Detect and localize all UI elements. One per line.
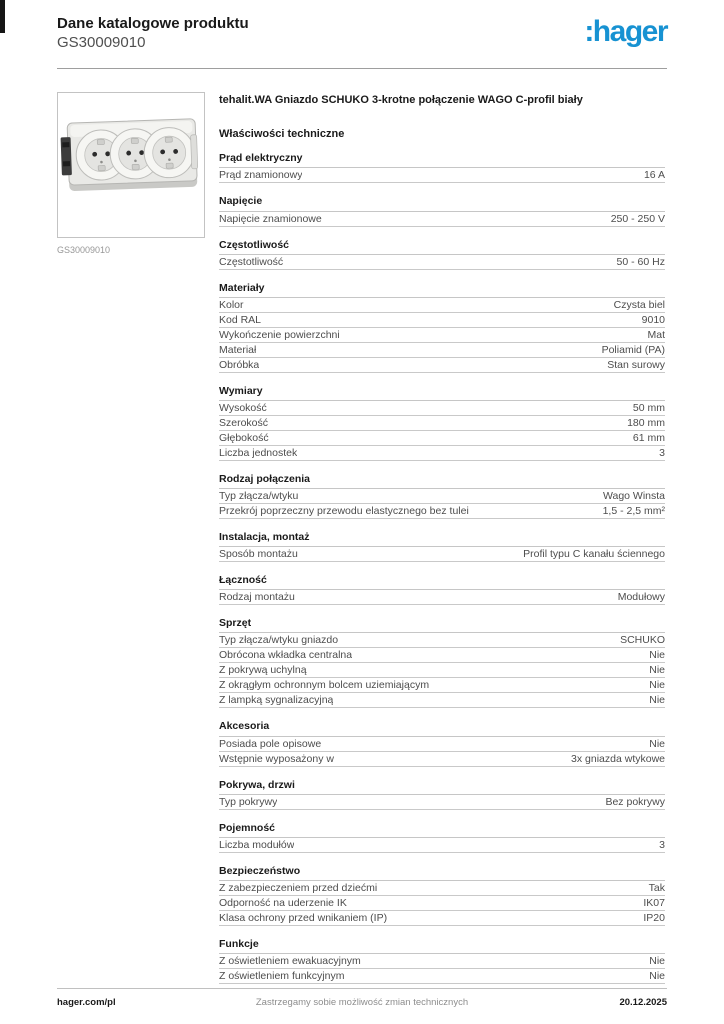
spec-row-label: Kod RAL bbox=[219, 313, 262, 326]
spec-row-label: Wykończenie powierzchni bbox=[219, 328, 340, 341]
spec-section-rows bbox=[219, 590, 665, 605]
product-photo-icon bbox=[58, 93, 204, 237]
spec-row-value: Czysta biel bbox=[613, 298, 665, 311]
spec-row bbox=[219, 343, 665, 358]
spec-row-label: Głębokość bbox=[219, 431, 269, 444]
spec-row-label: Typ złącza/wtyku gniazdo bbox=[219, 634, 339, 647]
spec-row-value: Modułowy bbox=[617, 591, 665, 604]
spec-section bbox=[219, 863, 665, 926]
spec-row-value: 61 mm bbox=[632, 431, 665, 444]
spec-row-value: Nie bbox=[649, 955, 665, 968]
spec-row bbox=[219, 648, 665, 663]
spec-section-rows bbox=[219, 737, 665, 767]
spec-row bbox=[219, 358, 665, 373]
spec-row bbox=[219, 795, 665, 810]
spec-section-title: Łączność bbox=[219, 572, 665, 590]
footer-website: hager.com/pl bbox=[57, 997, 116, 1008]
spec-row-value: Nie bbox=[649, 737, 665, 750]
spec-row-value: 1,5 - 2,5 mm² bbox=[602, 505, 665, 518]
spec-section-title: Napięcie bbox=[219, 193, 665, 211]
spec-row bbox=[219, 416, 665, 431]
spec-row-label: Napięcie znamionowe bbox=[219, 212, 322, 225]
spec-row-value: Mat bbox=[647, 328, 665, 341]
spec-row-label: Liczba jednostek bbox=[219, 446, 298, 459]
spec-row-label: Częstotliwość bbox=[219, 255, 284, 268]
spec-row-label: Z okrągłym ochronnym bolcem uziemiającym bbox=[219, 679, 430, 692]
product-code: GS30009010 bbox=[57, 33, 146, 51]
page-title: Dane katalogowe produktu bbox=[57, 15, 249, 32]
spec-row-value: Poliamid (PA) bbox=[601, 343, 665, 356]
spec-section-title: Materiały bbox=[219, 280, 665, 298]
spec-row bbox=[219, 590, 665, 605]
spec-row-label: Z zabezpieczeniem przed dziećmi bbox=[219, 881, 378, 894]
spec-row-label: Z lampką sygnalizacyjną bbox=[219, 694, 334, 707]
spec-section bbox=[219, 718, 665, 766]
spec-row bbox=[219, 633, 665, 648]
spec-section bbox=[219, 820, 665, 853]
spec-section bbox=[219, 529, 665, 562]
spec-row bbox=[219, 954, 665, 969]
spec-section bbox=[219, 777, 665, 810]
spec-section-title: Sprzęt bbox=[219, 615, 665, 633]
page-header bbox=[57, 15, 667, 53]
spec-section-title: Funkcje bbox=[219, 936, 665, 954]
spec-section-rows bbox=[219, 633, 665, 708]
header-divider bbox=[57, 68, 667, 69]
spec-row-value: 3 bbox=[659, 838, 665, 851]
spec-section-title: Prąd elektryczny bbox=[219, 150, 665, 168]
product-image-frame bbox=[57, 92, 205, 238]
spec-section-rows bbox=[219, 212, 665, 227]
spec-row-value: 16 A bbox=[643, 169, 665, 182]
spec-section bbox=[219, 237, 665, 270]
spec-row bbox=[219, 298, 665, 313]
spec-row-value: Nie bbox=[649, 664, 665, 677]
spec-row-value: IP20 bbox=[643, 911, 665, 924]
spec-row-value: Bez pokrywy bbox=[605, 795, 665, 808]
spec-row bbox=[219, 313, 665, 328]
footer-disclaimer: Zastrzegamy sobie możliwość zmian technicznych bbox=[255, 997, 469, 1008]
spec-section-title: Bezpieczeństwo bbox=[219, 863, 665, 881]
spec-row bbox=[219, 752, 665, 767]
spec-row-value: Tak bbox=[648, 881, 665, 894]
spec-section-title: Instalacja, montaż bbox=[219, 529, 665, 547]
spec-row-value: Nie bbox=[649, 649, 665, 662]
spec-row-label: Typ pokrywy bbox=[219, 795, 278, 808]
spec-row-label: Przekrój poprzeczny przewodu elastycznego bez tulei bbox=[219, 505, 469, 518]
spec-row-value: 9010 bbox=[641, 313, 665, 326]
spec-section-rows bbox=[219, 795, 665, 810]
footer-date: 20.12.2025 bbox=[619, 997, 667, 1008]
spec-row-label: Z pokrywą uchylną bbox=[219, 664, 307, 677]
spec-section-rows bbox=[219, 489, 665, 519]
spec-section-rows bbox=[219, 881, 665, 926]
spec-row-value: Wago Winsta bbox=[602, 490, 665, 503]
spec-row-label: Wstępnie wyposażony w bbox=[219, 752, 334, 765]
spec-row-value: 250 - 250 V bbox=[610, 212, 665, 225]
spec-row bbox=[219, 489, 665, 504]
spec-row-value: Nie bbox=[649, 679, 665, 692]
spec-section-title: Akcesoria bbox=[219, 718, 665, 736]
hager-logo: :hager bbox=[584, 15, 667, 48]
spec-row bbox=[219, 168, 665, 183]
spec-row-label: Liczba modułów bbox=[219, 838, 295, 851]
spec-section-title: Wymiary bbox=[219, 383, 665, 401]
spec-row bbox=[219, 737, 665, 752]
page-corner-mark bbox=[0, 0, 5, 33]
spec-section-rows bbox=[219, 401, 665, 461]
spec-sections bbox=[219, 150, 665, 984]
specs-heading: Właściwości techniczne bbox=[219, 128, 345, 141]
spec-section bbox=[219, 383, 665, 461]
spec-section bbox=[219, 572, 665, 605]
spec-row bbox=[219, 255, 665, 270]
spec-row-label: Odporność na uderzenie IK bbox=[219, 896, 347, 909]
spec-section bbox=[219, 193, 665, 226]
spec-row bbox=[219, 896, 665, 911]
spec-row-value: Nie bbox=[649, 970, 665, 983]
spec-row-value: Profil typu C kanału ściennego bbox=[523, 548, 665, 561]
spec-section-title: Pojemność bbox=[219, 820, 665, 838]
spec-section-rows bbox=[219, 838, 665, 853]
spec-row bbox=[219, 911, 665, 926]
spec-section-rows bbox=[219, 168, 665, 183]
spec-row-label: Kolor bbox=[219, 298, 244, 311]
spec-row-value: 180 mm bbox=[627, 416, 665, 429]
spec-row-label: Z oświetleniem funkcyjnym bbox=[219, 970, 345, 983]
spec-row-value: 3x gniazda wtykowe bbox=[571, 752, 665, 765]
spec-row bbox=[219, 446, 665, 461]
spec-row-value: IK07 bbox=[643, 896, 665, 909]
spec-row-label: Obróbka bbox=[219, 358, 260, 371]
spec-row bbox=[219, 838, 665, 853]
spec-row bbox=[219, 431, 665, 446]
spec-row bbox=[219, 212, 665, 227]
spec-section-rows bbox=[219, 954, 665, 984]
spec-row-label: Szerokość bbox=[219, 416, 269, 429]
spec-row-value: 3 bbox=[659, 446, 665, 459]
spec-row-label: Posiada pole opisowe bbox=[219, 737, 322, 750]
spec-row-label: Obrócona wkładka centralna bbox=[219, 649, 353, 662]
spec-row bbox=[219, 504, 665, 519]
spec-section-rows bbox=[219, 547, 665, 562]
spec-section bbox=[219, 150, 665, 183]
spec-section bbox=[219, 936, 665, 984]
spec-row bbox=[219, 678, 665, 693]
spec-row-value: Stan surowy bbox=[607, 358, 665, 371]
spec-row bbox=[219, 547, 665, 562]
spec-section-rows bbox=[219, 255, 665, 270]
spec-section bbox=[219, 615, 665, 708]
spec-row-value: SCHUKO bbox=[620, 634, 665, 647]
product-image-column bbox=[57, 92, 205, 255]
spec-row bbox=[219, 969, 665, 984]
spec-row bbox=[219, 663, 665, 678]
spec-row-label: Materiał bbox=[219, 343, 257, 356]
spec-section-rows bbox=[219, 298, 665, 373]
spec-section-title: Pokrywa, drzwi bbox=[219, 777, 665, 795]
spec-section bbox=[219, 471, 665, 519]
spec-section bbox=[219, 280, 665, 373]
page-footer bbox=[57, 988, 667, 1008]
spec-row-label: Prąd znamionowy bbox=[219, 169, 303, 182]
spec-row bbox=[219, 401, 665, 416]
spec-row-value: 50 - 60 Hz bbox=[616, 255, 665, 268]
spec-row-value: Nie bbox=[649, 694, 665, 707]
spec-column bbox=[219, 92, 665, 984]
header-text-block bbox=[57, 15, 249, 53]
spec-section-title: Częstotliwość bbox=[219, 237, 665, 255]
spec-row bbox=[219, 881, 665, 896]
spec-row bbox=[219, 328, 665, 343]
spec-row-label: Wysokość bbox=[219, 401, 267, 414]
spec-row-value: 50 mm bbox=[632, 401, 665, 414]
main-content bbox=[57, 92, 665, 984]
spec-row-label: Klasa ochrony przed wnikaniem (IP) bbox=[219, 911, 388, 924]
spec-section-title: Rodzaj połączenia bbox=[219, 471, 665, 489]
product-title: tehalit.WA Gniazdo SCHUKO 3-krotne połączenie WAGO C-profil biały bbox=[219, 94, 583, 106]
product-image-caption: GS30009010 bbox=[57, 245, 111, 255]
spec-row-label: Rodzaj montażu bbox=[219, 591, 295, 604]
spec-row-label: Z oświetleniem ewakuacyjnym bbox=[219, 955, 361, 968]
spec-row-label: Sposób montażu bbox=[219, 548, 298, 561]
spec-row-label: Typ złącza/wtyku bbox=[219, 490, 299, 503]
spec-row bbox=[219, 693, 665, 708]
